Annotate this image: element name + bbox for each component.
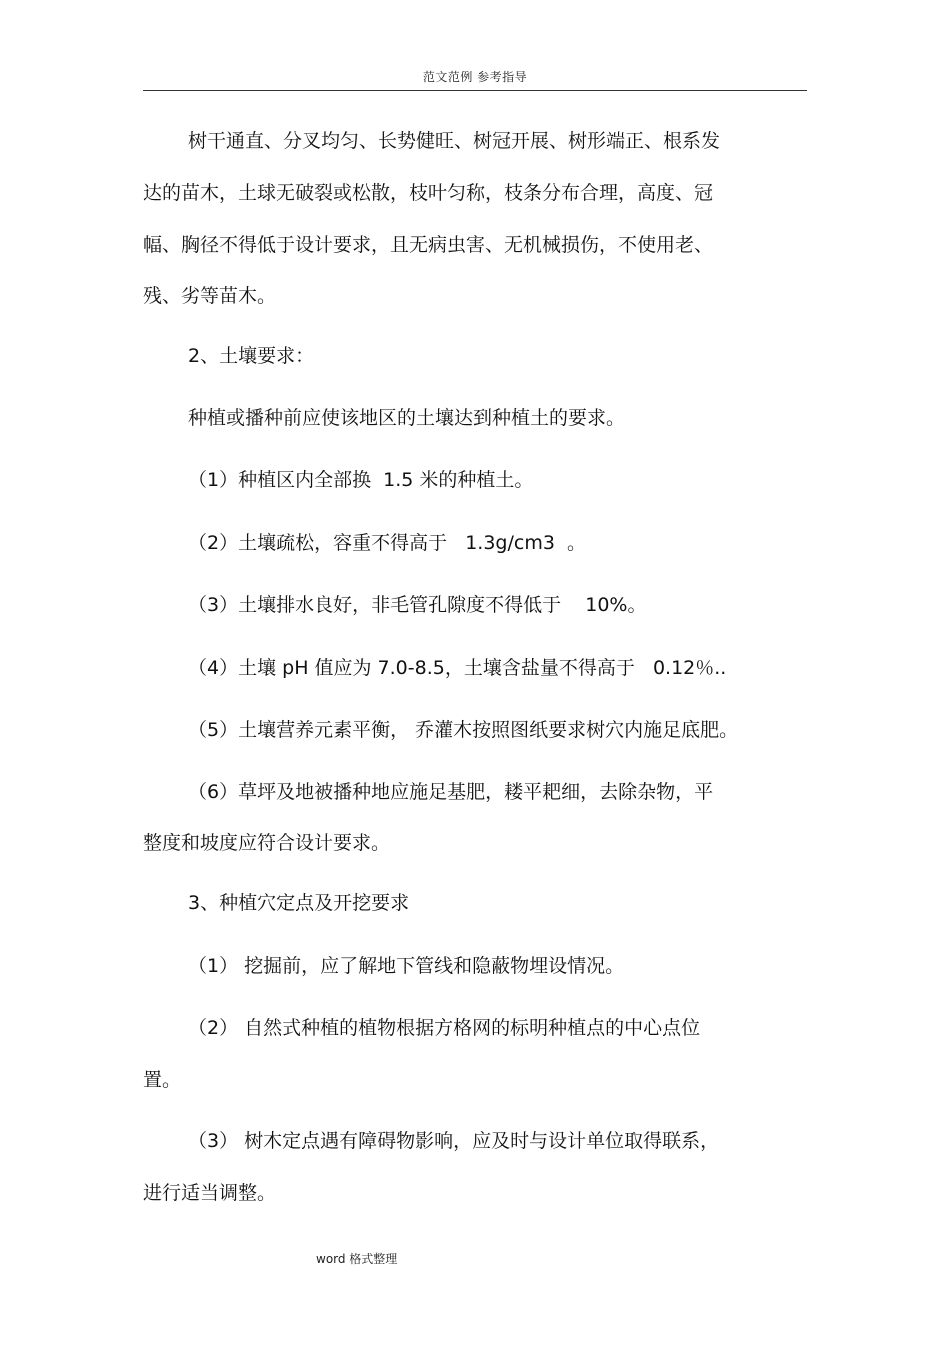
list-item: （1）种植区内全部换 1.5 米的种植土。 [188,469,534,491]
section-heading: 2、土壤要求： [188,345,315,367]
header-rule [143,90,807,91]
list-item: （4）土壤 pH 值应为 7.0-8.5，土壤含盐量不得高于 0.12％.. [188,657,727,679]
list-item: （3） 树木定点遇有障碍物影响，应及时与设计单位取得联系， [188,1130,720,1152]
body-line: 达的苗木，土球无破裂或松散，枝叶匀称，枝条分布合理，高度、冠 [143,182,714,204]
body-line: 幅、胸径不得低于设计要求，且无病虫害、无机械损伤，不使用老、 [143,234,714,256]
section-heading: 3、种植穴定点及开挖要求 [188,892,410,914]
page-footer: word 格式整理 [316,1252,398,1266]
list-item: （2） 自然式种植的植物根据方格网的标明种植点的中心点位 [188,1017,701,1039]
body-line: 残、劣等苗木。 [143,285,277,307]
list-item: （3）土壤排水良好，非毛管孔隙度不得低于 10%。 [188,594,647,616]
list-item: （1） 挖掘前，应了解地下管线和隐蔽物埋设情况。 [188,955,625,977]
body-line: 树干通直、分叉均匀、长势健旺、树冠开展、树形端正、根系发 [188,130,721,152]
list-item: （6）草坪及地被播种地应施足基肥，耧平耙细，去除杂物，平 [188,781,714,803]
list-item: （2）土壤疏松，容重不得高于 1.3g/cm3 。 [188,532,587,554]
body-line: 进行适当调整。 [143,1182,277,1204]
body-line: 种植或播种前应使该地区的土壤达到种植土的要求。 [188,407,626,429]
body-line: 置。 [143,1069,182,1091]
body-line: 整度和坡度应符合设计要求。 [143,832,391,854]
list-item: （5）土壤营养元素平衡， 乔灌木按照图纸要求树穴内施足底肥。 [188,719,739,741]
header-text: 范文范例 参考指导 [422,70,528,84]
